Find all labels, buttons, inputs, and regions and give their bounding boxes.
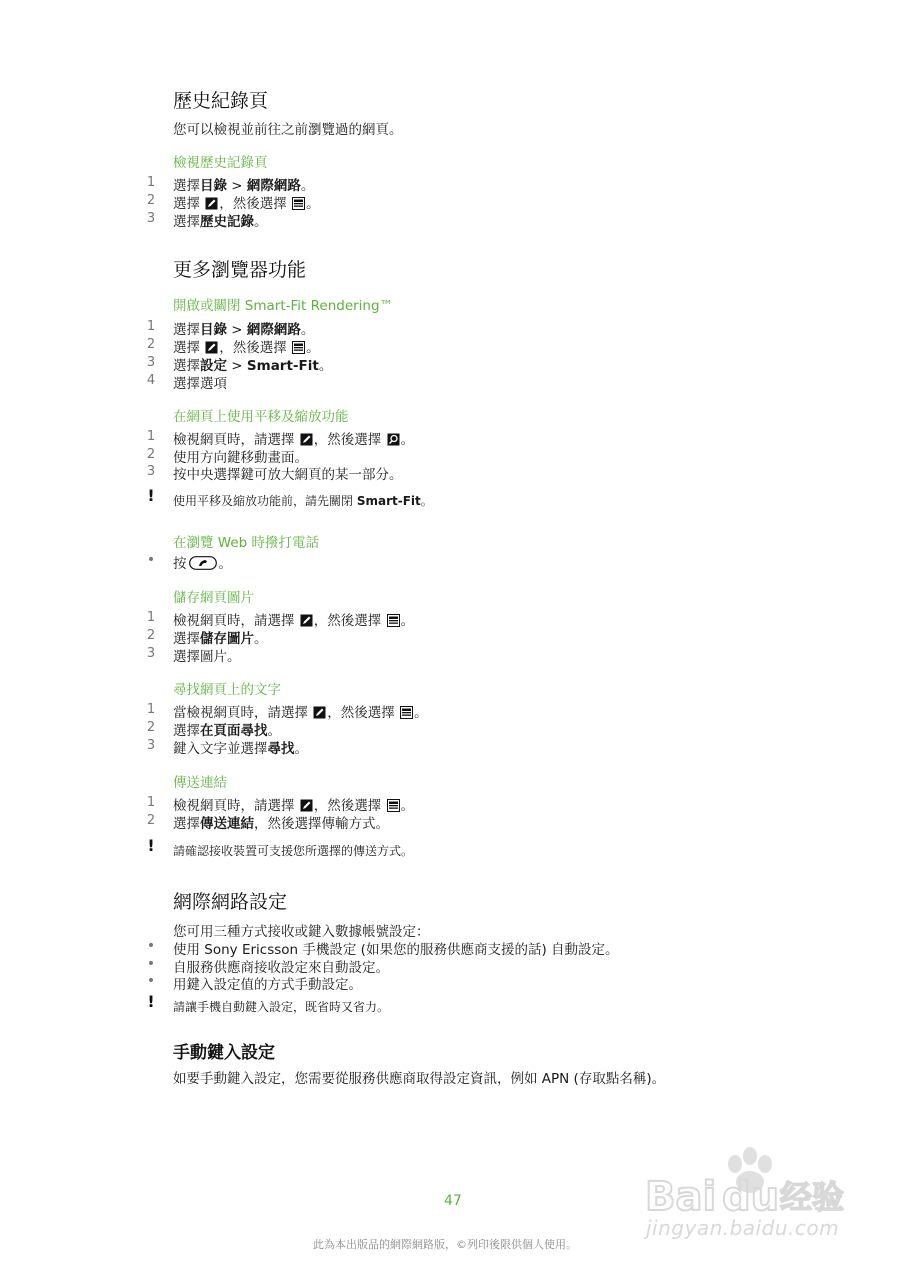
pen-icon	[205, 341, 218, 354]
menu-icon	[387, 614, 400, 627]
step-text: 選擇 ，然後選擇 。	[173, 340, 320, 356]
manual-settings-body: 如要手動鍵入設定，您需要從服務供應商取得設定資訊，例如 APN (存取點名稱)。	[173, 1071, 666, 1087]
subheading-save-image: 儲存網頁圖片	[173, 590, 254, 606]
step-number: 3	[146, 355, 156, 370]
footer-copyright: 此為本出版品的網際網路版，©列印後限供個人使用。	[313, 1238, 577, 1251]
zoom-icon	[387, 433, 400, 446]
pen-icon	[300, 614, 313, 627]
svg-text:du: du	[722, 1174, 780, 1220]
pen-icon	[205, 197, 218, 210]
menu-icon	[387, 799, 400, 812]
step-number: 3	[146, 738, 156, 753]
menu-icon	[292, 341, 305, 354]
step-number: 3	[146, 646, 156, 661]
pen-icon	[300, 433, 313, 446]
bullet: •	[146, 956, 156, 972]
step-text: 選擇儲存圖片。	[173, 631, 268, 647]
step-text: 選擇目錄 > 網際網路。	[173, 322, 315, 338]
step-text: 鍵入文字並選擇尋找。	[173, 741, 308, 757]
subheading-find-text: 尋找網頁上的文字	[173, 682, 281, 698]
svg-text:经验: 经验	[780, 1178, 845, 1216]
note-text: 請確認接收裝置可支援您所選擇的傳送方式。	[173, 844, 414, 858]
warning-icon: !	[147, 836, 155, 855]
step-text: 選擇歷史記錄。	[173, 214, 268, 230]
step-text: 選擇圖片。	[173, 649, 241, 665]
note-text: 使用平移及縮放功能前，請先關閉 Smart-Fit。	[173, 494, 433, 508]
menu-icon	[292, 197, 305, 210]
step-number: 1	[146, 702, 156, 717]
settings-intro: 您可用三種方式接收或鍵入數據帳號設定：	[173, 924, 430, 940]
step-number: 2	[146, 447, 156, 462]
step-text: 選擇設定 > Smart-Fit。	[173, 358, 333, 374]
step-text: 按中央選擇鍵可放大網頁的某一部分。	[173, 467, 403, 483]
note-text: 請讓手機自動鍵入設定，既省時又省力。	[173, 1000, 390, 1014]
step-text: 當檢視網頁時，請選擇 ，然後選擇 。	[173, 705, 428, 721]
step-text: 選擇傳送連結，然後選擇傳輸方式。	[173, 816, 389, 832]
menu-icon	[400, 706, 413, 719]
pen-icon	[313, 706, 326, 719]
step-number: 2	[146, 813, 156, 828]
subheading-view-history: 檢視歷史記錄頁	[173, 155, 268, 171]
step-number: 2	[146, 337, 156, 352]
page-number: 47	[444, 1193, 462, 1209]
section-title-manual-settings: 手動鍵入設定	[173, 1043, 275, 1063]
step-number: 1	[146, 795, 156, 810]
step-number: 4	[146, 373, 156, 388]
step-number: 3	[146, 464, 156, 479]
svg-text:Bai: Bai	[645, 1174, 717, 1220]
list-item: 用鍵入設定值的方式手動設定。	[173, 977, 362, 993]
bullet: •	[146, 938, 156, 954]
step-number: 1	[146, 319, 156, 334]
pen-icon	[300, 799, 313, 812]
step-number: 1	[146, 610, 156, 625]
subheading-smart-fit: 開啟或關閉 Smart-Fit Rendering™	[173, 298, 394, 314]
step-text: 選擇選項	[173, 376, 227, 392]
history-intro: 您可以檢視並前往之前瀏覽過的網頁。	[173, 122, 403, 138]
list-item: 使用 Sony Ericsson 手機設定 (如果您的服務供應商支援的話) 自動設定。	[173, 942, 619, 958]
warning-icon: !	[147, 992, 155, 1011]
bullet: •	[146, 973, 156, 989]
step-number: 1	[146, 175, 156, 190]
bullet: •	[146, 552, 156, 568]
step-number: 2	[146, 628, 156, 643]
subheading-pan-zoom: 在網頁上使用平移及縮放功能	[173, 409, 349, 425]
subheading-call-while-browsing: 在瀏覽 Web 時撥打電話	[173, 535, 320, 551]
step-text: 選擇目錄 > 網際網路。	[173, 178, 315, 194]
section-title-internet-settings: 網際網路設定	[173, 891, 288, 913]
step-number: 2	[146, 193, 156, 208]
watermark-url: jingyan.baidu.com	[646, 1216, 840, 1240]
step-number: 3	[146, 211, 156, 226]
section-title-more-browser: 更多瀏覽器功能	[173, 259, 307, 281]
list-item: 自服務供應商接收設定來自動設定。	[173, 960, 389, 976]
call-key-icon	[189, 556, 217, 570]
step-text: 檢視網頁時，請選擇 ，然後選擇 。	[173, 798, 415, 814]
step-text: 檢視網頁時，請選擇 ，然後選擇 。	[173, 613, 415, 629]
step-text: 檢視網頁時，請選擇 ，然後選擇 。	[173, 432, 415, 448]
warning-icon: !	[147, 486, 155, 505]
step-text: 按 。	[173, 556, 232, 572]
baidu-watermark	[640, 1142, 870, 1252]
section-title-history: 歷史紀錄頁	[173, 90, 269, 112]
subheading-send-link: 傳送連結	[173, 775, 227, 791]
step-text: 使用方向鍵移動畫面。	[173, 450, 308, 466]
step-text: 選擇在頁面尋找。	[173, 723, 281, 739]
step-number: 1	[146, 429, 156, 444]
step-text: 選擇 ，然後選擇 。	[173, 196, 320, 212]
step-number: 2	[146, 720, 156, 735]
